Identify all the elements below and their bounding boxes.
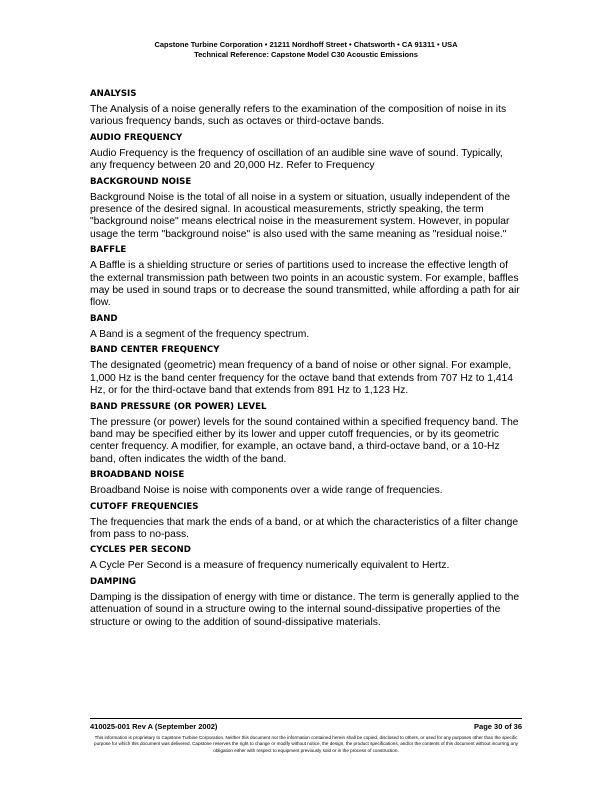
page-footer: [90, 718, 522, 754]
definition-background-noise: Background Noise is the total of all noise in a system or situation, usually independent of the presence of the desired signal. In acoustical measurements, strictly speaking, the term "background noise" means electrical noise in the measurement system. However, in popular usage the term "background noise" is also used with the same meaning as "residual noise.": [90, 191, 511, 240]
definition-cutoff-frequencies: The frequencies that mark the ends of a band, or at which the characteristics of a filter change from pass to no-pass.: [90, 516, 519, 540]
term-band-center-frequency: BAND CENTER FREQUENCY: [90, 345, 220, 356]
term-broadband-noise: BROADBAND NOISE: [90, 470, 185, 481]
term-background-noise: BACKGROUND NOISE: [90, 176, 192, 187]
definition-damping: Damping is the dissipation of energy with time or distance. The term is generally applied to the attenuation of sound in a structure owing to the internal sound-dissipative properties of the structure or owing to the addition of sound-dissipative materials.: [90, 591, 520, 628]
term-analysis: ANALYSIS: [90, 89, 137, 99]
document-number: 410025-001 Rev A (September 2002): [90, 722, 218, 731]
term-damping: DAMPING: [90, 576, 137, 587]
definition-broadband-noise: Broadband Noise is noise with components over a wide range of frequencies.: [90, 485, 443, 497]
definition-baffle: A Baffle is a shielding structure or series of partitions used to increase the effective length of the external transmission path between two points in an acoustic system. For example, baffles may be used in sound traps or to decrease the sound transmitted, while affording a path for air flow.: [90, 260, 520, 309]
glossary-content: [90, 88, 522, 632]
term-baffle: BAFFLE: [90, 245, 127, 256]
term-band-pressure-level: BAND PRESSURE (OR POWER) LEVEL: [90, 401, 267, 412]
definition-band-center-frequency: The designated (geometric) mean frequency of a band of noise or other signal. For example, 1,000 Hz is the band center frequency for the octave band that extends from 707 Hz to 1,414 Hz, or for the third-octave band that extends from 891 Hz to 1,123 Hz.: [90, 360, 514, 397]
header-company-line: Capstone Turbine Corporation • 21211 Nordhoff Street • Chatsworth • CA 91311 • USA: [154, 40, 458, 49]
footer-row: [90, 722, 522, 732]
definition-band-pressure-level: The pressure (or power) levels for the sound contained within a specified frequency band. The band may be specified either by its lower and upper cutoff frequencies, or by its geometric center frequency. A modifier, for example, an octave band, a third-octave band, or a 10-Hz band, often indicates the width of the band.: [90, 416, 519, 465]
term-audio-frequency: AUDIO FREQUENCY: [90, 132, 183, 143]
definition-audio-frequency: Audio Frequency is the frequency of oscillation of an audible sine wave of sound. Typically, any frequency between 20 and 20,000 Hz. Refer to Frequency: [90, 147, 503, 172]
page-header: [0, 40, 612, 60]
definition-band: A Band is a segment of the frequency spectrum.: [90, 328, 310, 340]
term-cutoff-frequencies: CUTOFF FREQUENCIES: [90, 501, 199, 512]
page-number: Page 30 of 36: [474, 722, 522, 731]
header-reference-line: Technical Reference: Capstone Model C30 Acoustic Emissions: [194, 50, 418, 59]
term-cycles-per-second: CYCLES PER SECOND: [90, 545, 191, 556]
definition-cycles-per-second: A Cycle Per Second is a measure of frequency numerically equivalent to Hertz.: [90, 560, 450, 572]
proprietary-notice: This information is proprietary to Capstone Turbine Corporation. Neither this document nor the information contained herein shall be copied, disclosed to others, or used for any purposes other than the specific purpose for which this document was delivered. Capstone reserves the right to change or modify without notice, the design, the product specifications, and/or the contents of this document without incurring any obligation either with respect to equipment previously sold or in the process of construction.: [94, 735, 518, 753]
footer-divider: [90, 718, 522, 719]
term-band: BAND: [90, 313, 118, 324]
definition-analysis: The Analysis of a noise generally refers to the examination of the composition of noise in its various frequency bands, such as octaves or third-octave bands.: [90, 104, 507, 128]
